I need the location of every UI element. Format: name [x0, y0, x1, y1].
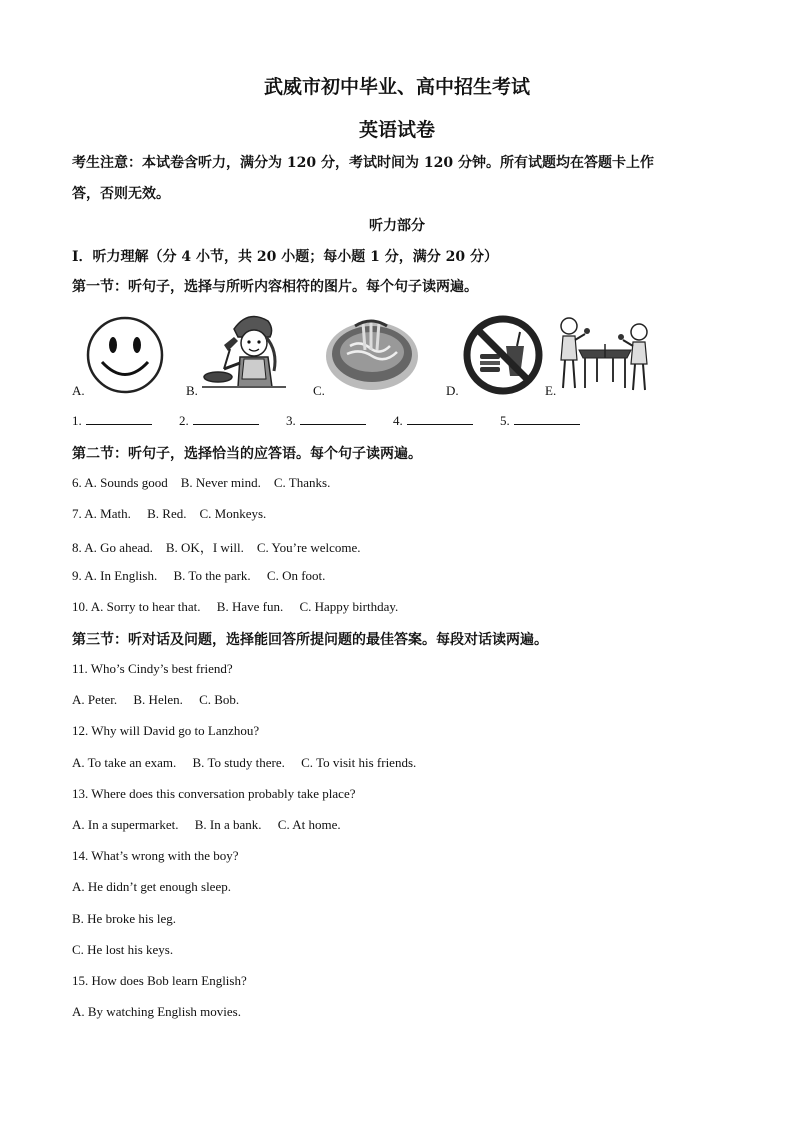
- question-13-options: A. In a supermarket. B. In a bank. C. At home.: [72, 817, 341, 832]
- blank-number: 3.: [286, 413, 296, 428]
- notice-line-2: 答，否则无效。: [72, 186, 170, 202]
- subsection3-heading: 第三节：听对话及问题，选择能回答所提问题的最佳答案。每段对话读两遍。: [72, 632, 548, 648]
- answer-blank-4[interactable]: [393, 412, 473, 429]
- question-7: 7. A. Math. B. Red. C. Monkeys.: [72, 506, 267, 521]
- blank-line: [300, 412, 366, 425]
- question-6: 6. A. Sounds good B. Never mind. C. Thanks.: [72, 475, 331, 490]
- question-14: 14. What’s wrong with the boy?: [72, 848, 239, 863]
- noodles-bowl-icon: [325, 316, 419, 394]
- picture-letter-b: B.: [186, 383, 198, 398]
- ping-pong-players-icon: [553, 312, 657, 396]
- question-14-option-c: C. He lost his keys.: [72, 942, 174, 957]
- blank-number: 1.: [72, 413, 82, 428]
- blank-line: [407, 412, 473, 425]
- picture-letter-d: D.: [446, 383, 459, 398]
- question-11: 11. Who’s Cindy’s best friend?: [72, 661, 233, 676]
- part-title: 听力部分: [369, 218, 425, 234]
- subsection1-heading: 第一节：听句子，选择与所听内容相符的图片。每个句子读两遍。: [72, 279, 478, 295]
- blank-line: [86, 412, 152, 425]
- question-15-option-a: A. By watching English movies.: [72, 1004, 241, 1019]
- blank-number: 5.: [500, 413, 510, 428]
- section1-heading: Ⅰ．听力理解（分 4 小节，共 20 小题；每小题 1 分，满分 20 分）: [72, 249, 498, 265]
- picture-letter-e: E.: [545, 383, 557, 398]
- subsection2-heading: 第二节：听句子，选择恰当的应答语。每个句子读两遍。: [72, 446, 422, 462]
- question-9: 9. A. In English. B. To the park. C. On foot.: [72, 568, 326, 583]
- picture-letter-a: A.: [72, 383, 85, 398]
- question-12: 12. Why will David go to Lanzhou?: [72, 723, 260, 738]
- blank-number: 4.: [393, 413, 403, 428]
- answer-blank-5[interactable]: [500, 412, 580, 429]
- smiley-face-icon: [85, 315, 165, 395]
- answer-blank-1[interactable]: [72, 412, 152, 429]
- notice-line-1: 考生注意：本试卷含听力，满分为 120 分，考试时间为 120 分钟。所有试题均在答题卡上作: [72, 155, 654, 171]
- question-13: 13. Where does this conversation probably take place?: [72, 786, 356, 801]
- blank-number: 2.: [179, 413, 189, 428]
- no-fast-food-icon: [462, 314, 544, 396]
- blank-line: [193, 412, 259, 425]
- picture-letter-c: C.: [313, 383, 325, 398]
- question-15: 15. How does Bob learn English?: [72, 973, 247, 988]
- question-10: 10. A. Sorry to hear that. B. Have fun. C. Happy birthday.: [72, 599, 399, 614]
- girl-cooking-icon: [198, 307, 290, 395]
- answer-blank-2[interactable]: [179, 412, 259, 429]
- exam-title: 武威市初中毕业、高中招生考试: [263, 76, 530, 98]
- question-12-options: A. To take an exam. B. To study there. C. To visit his friends.: [72, 755, 417, 770]
- question-14-option-a: A. He didn’t get enough sleep.: [72, 879, 231, 894]
- answer-blank-3[interactable]: [286, 412, 366, 429]
- blank-line: [514, 412, 580, 425]
- question-8: 8. A. Go ahead. B. OK，I will. C. You’re welcome.: [72, 540, 361, 555]
- question-11-options: A. Peter. B. Helen. C. Bob.: [72, 692, 240, 707]
- exam-subtitle: 英语试卷: [358, 119, 435, 141]
- question-14-option-b: B. He broke his leg.: [72, 911, 176, 926]
